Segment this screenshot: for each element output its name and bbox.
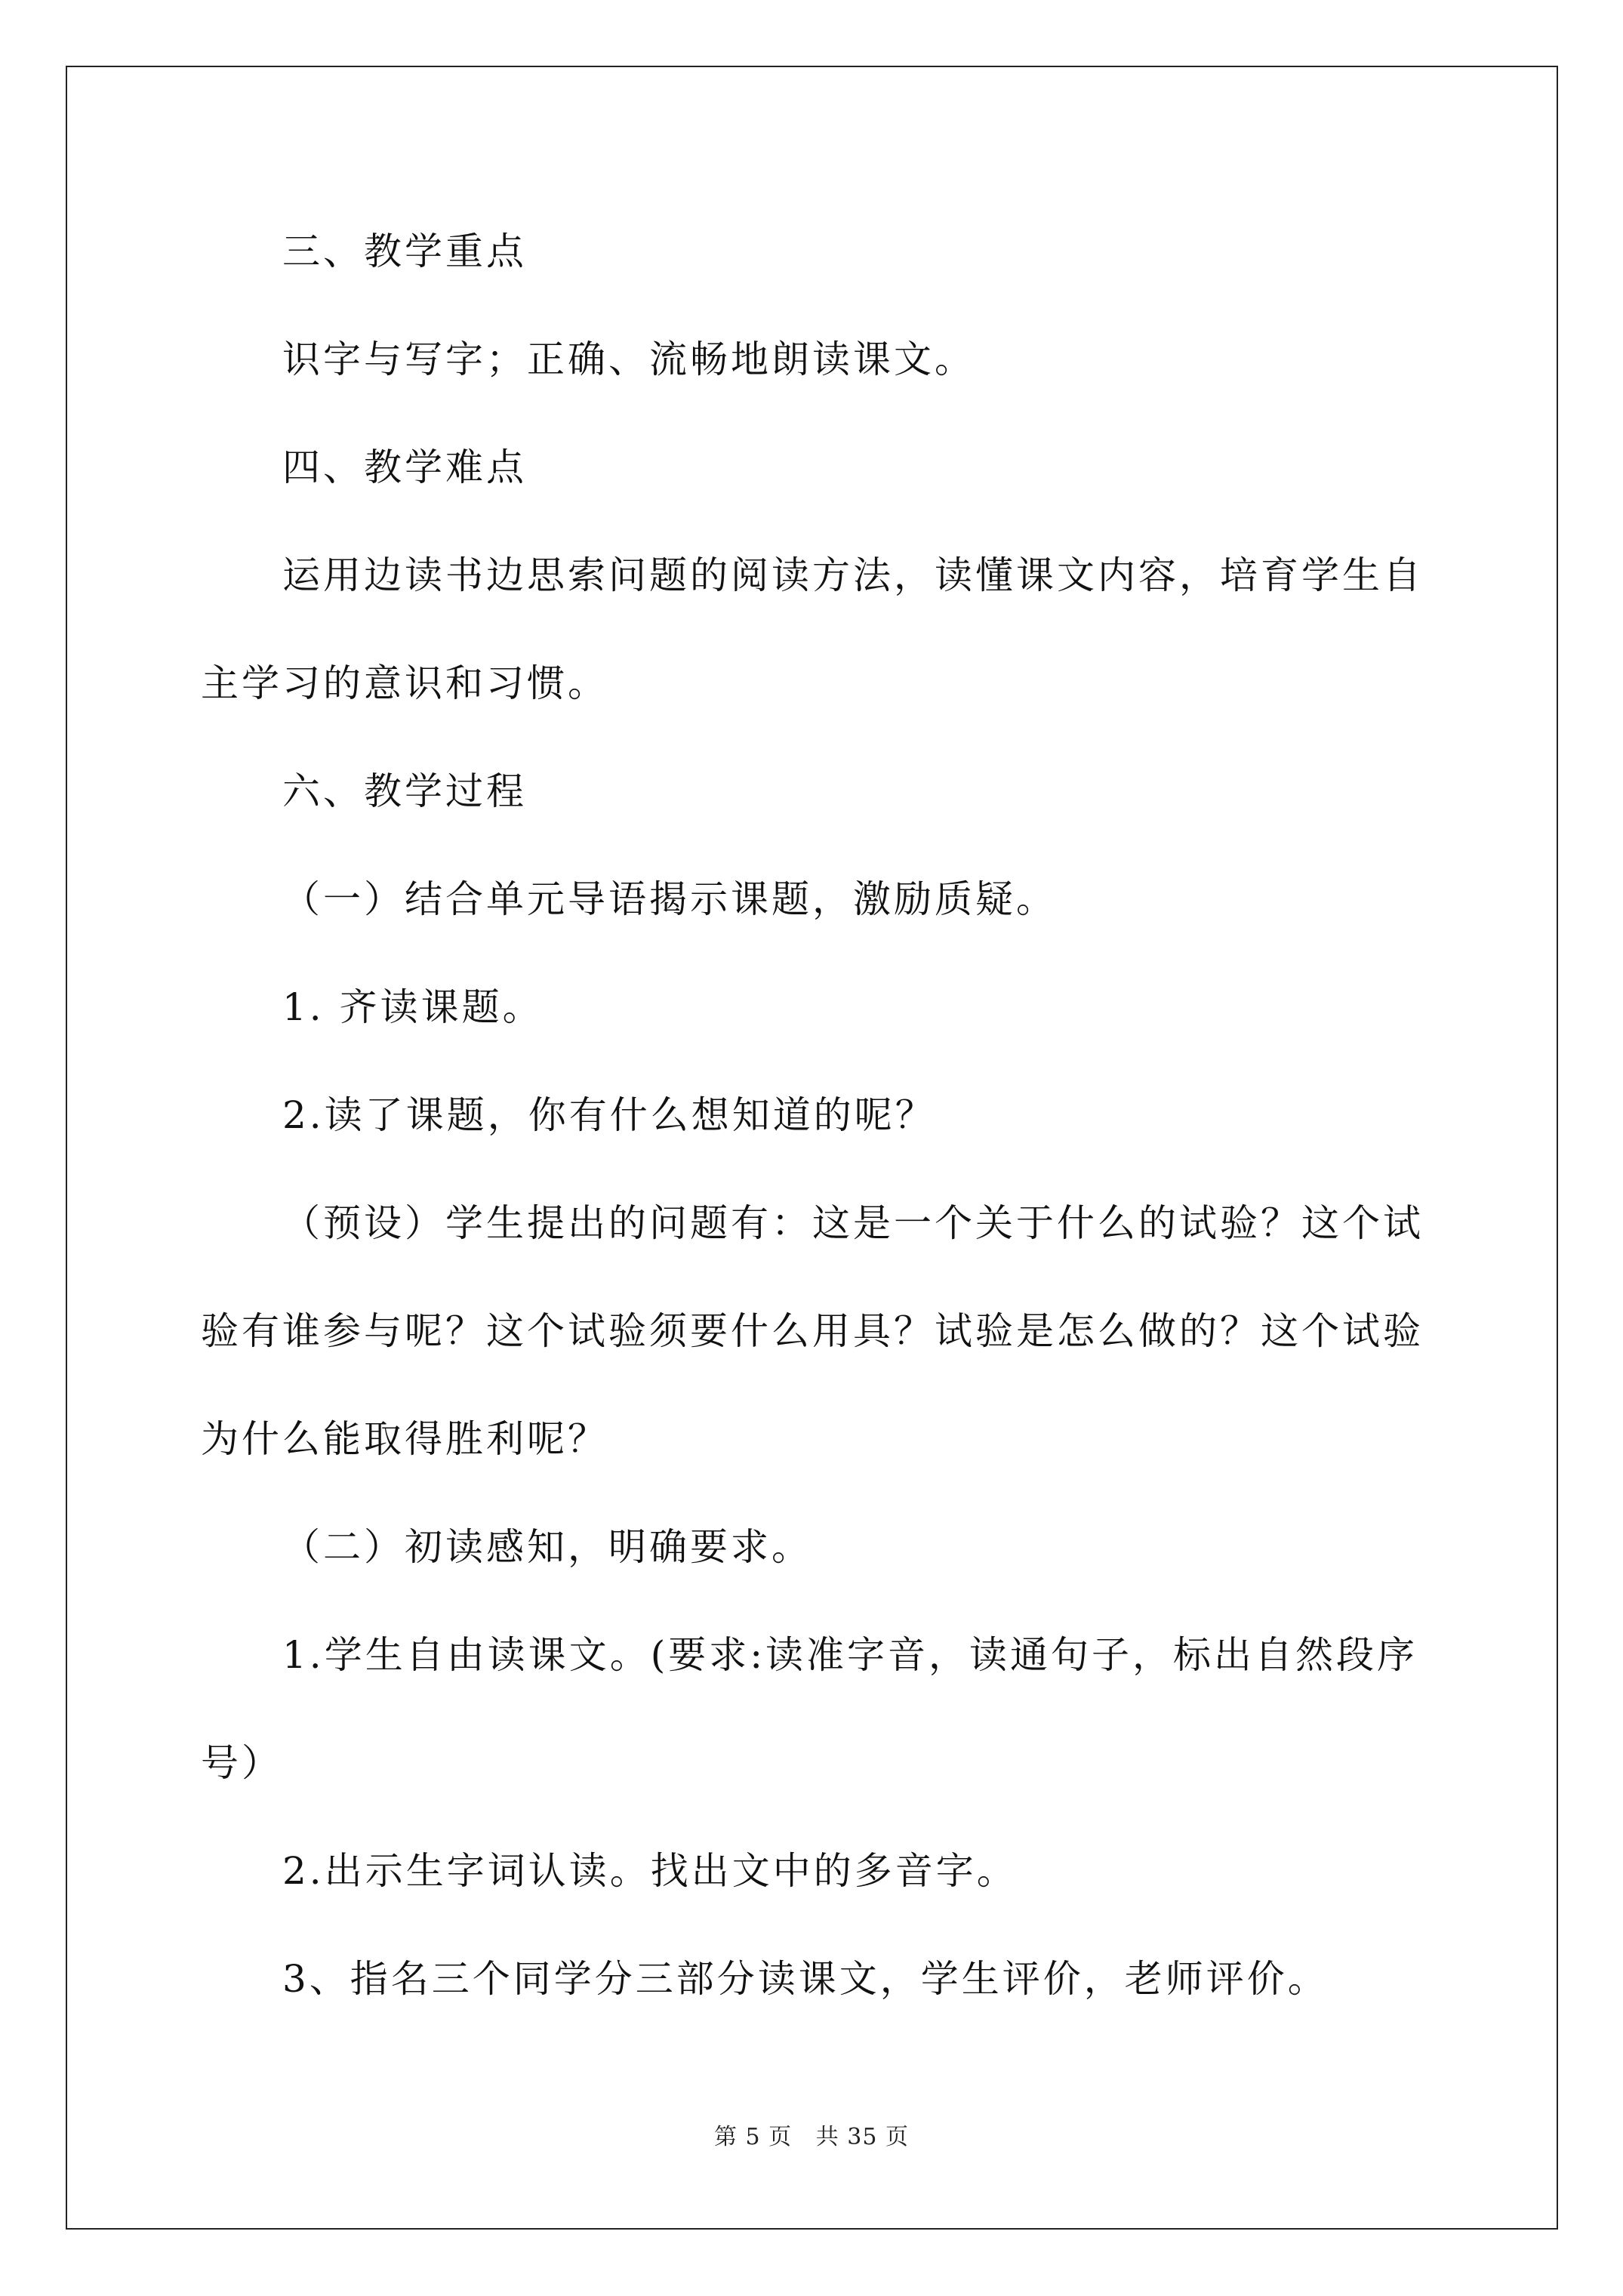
paragraph-focus-content: 识字与写字；正确、流畅地朗读课文。: [282, 337, 975, 381]
subheading-section-two: （二）初读感知，明确要求。: [282, 1525, 812, 1569]
page-number-footer: 第 5 页 共 35 页: [713, 2124, 909, 2150]
subheading-section-one: （一）结合单元导语揭示课题，激励质疑。: [282, 877, 1057, 921]
heading-teaching-focus: 三、教学重点: [282, 230, 527, 273]
heading-teaching-difficulty: 四、教学难点: [282, 445, 527, 489]
list-item-group-reading: 3、指名三个同学分三部分读课文，学生评价，老师评价。: [282, 1957, 1329, 2001]
list-item-reading-line-2: 号）: [201, 1741, 282, 1785]
paragraph-difficulty-line-1: 运用边读书边思索问题的阅读方法，读懂课文内容，培育学生自: [282, 553, 1424, 597]
paragraph-preset-line-1: （预设）学生提出的问题有：这是一个关于什么的试验？这个试: [282, 1201, 1424, 1245]
list-item-1: 1. 齐读课题。: [282, 985, 544, 1029]
paragraph-difficulty-line-2: 主学习的意识和习惯。: [201, 661, 608, 705]
paragraph-preset-line-3: 为什么能取得胜利呢？: [201, 1417, 608, 1461]
list-item-reading-line-1: 1.学生自由读课文。(要求:读准字音，读通句子，标出自然段序: [282, 1633, 1418, 1677]
list-item-vocabulary: 2.出示生字词认读。找出文中的多音字。: [282, 1849, 1018, 1893]
heading-teaching-process: 六、教学过程: [282, 769, 527, 813]
list-item-2: 2.读了课题，你有什么想知道的呢？: [282, 1093, 936, 1137]
paragraph-preset-line-2: 验有谁参与呢？这个试验须要什么用具？试验是怎么做的？这个试验: [201, 1309, 1424, 1353]
